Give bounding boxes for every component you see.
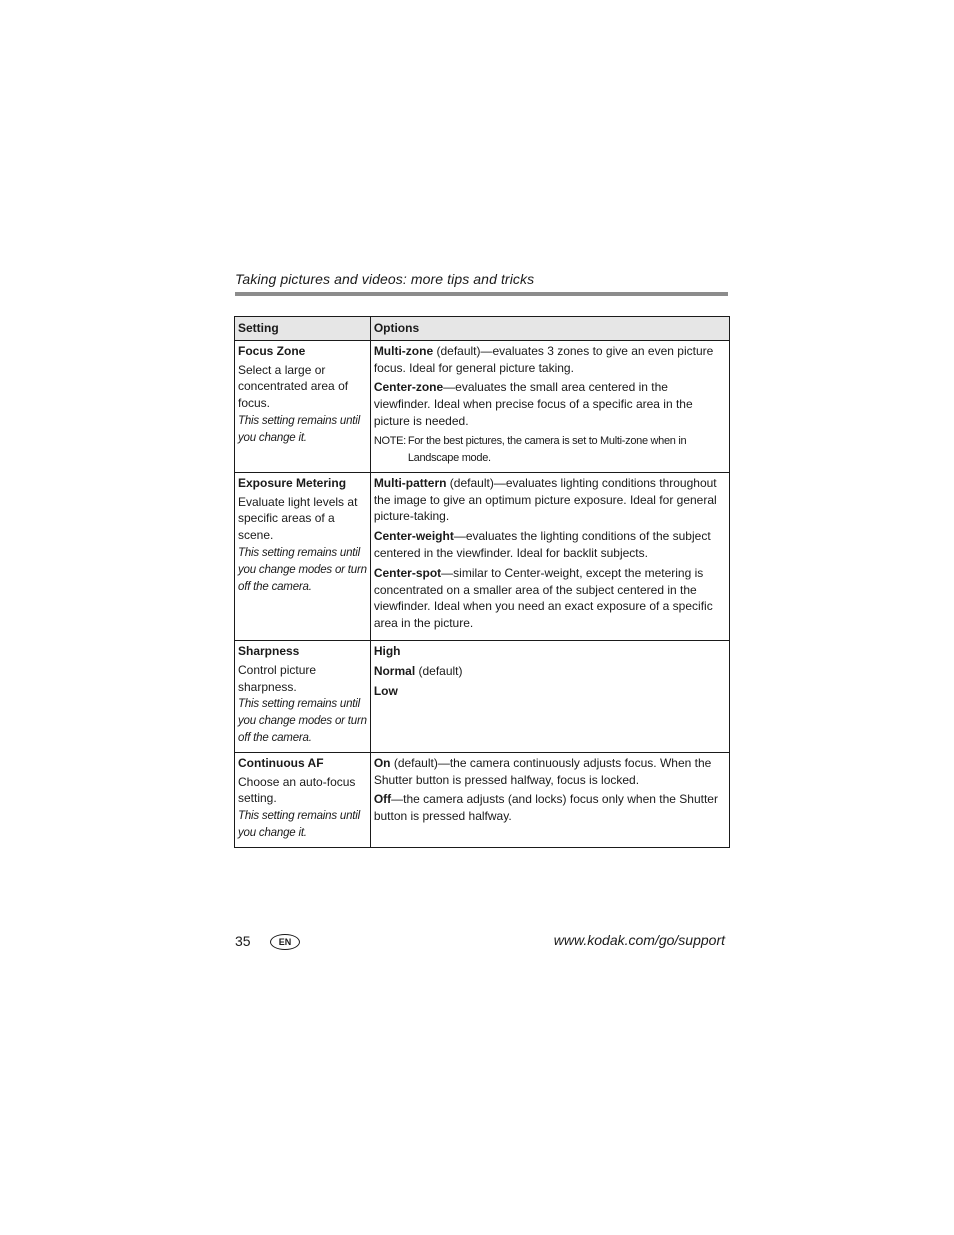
option-name: Multi-zone <box>373 343 434 358</box>
options-cell <box>370 752 729 847</box>
table-row <box>235 752 730 847</box>
option-item <box>374 565 726 632</box>
option-name: High <box>373 643 401 658</box>
header-rule <box>235 292 728 296</box>
column-header-options: Options <box>370 317 729 341</box>
setting-cell <box>235 752 371 847</box>
setting-description: Evaluate light levels at specific areas of a scene. <box>238 494 358 543</box>
option-item <box>374 755 726 789</box>
option-item <box>374 683 726 700</box>
setting-description: Choose an auto-focus setting. <box>238 774 356 806</box>
option-item <box>374 379 726 429</box>
setting-persistence-note: This setting remains until you change modes or turn off the camera. <box>238 546 367 593</box>
option-name: Center-zone <box>373 380 444 395</box>
setting-description: Control picture sharpness. <box>238 662 317 694</box>
table-row <box>235 340 730 472</box>
option-text: —the camera adjusts (and locks) focus only when the Shutter button is pressed halfway. <box>373 792 718 824</box>
option-text: (default)—the camera continuously adjusts focus. When the Shutter button is pressed halfway, focus is locked. <box>373 755 712 787</box>
setting-name: Exposure Metering <box>238 475 347 490</box>
option-name: On <box>373 755 391 770</box>
options-cell <box>370 472 729 640</box>
option-name: Center-weight <box>373 529 454 544</box>
option-name: Low <box>373 683 398 698</box>
option-item <box>374 475 726 525</box>
setting-cell <box>235 472 371 640</box>
option-item <box>374 343 726 377</box>
option-text: (default)—evaluates lighting conditions throughout the image to give an optimum picture exposure. Ideal for general picture-taking. <box>373 475 717 524</box>
option-text: —similar to Center-weight, except the metering is concentrated on a smaller area of the subject centered in the viewfinder. Ideal when you need an exact exposure of a specific area in the picture. <box>373 565 713 631</box>
note-text: For the best pictures, the camera is set to Multi-zone when in Landscape mode. <box>407 434 687 464</box>
setting-description: Select a large or concentrated area of focus. <box>238 362 349 411</box>
column-header-setting: Setting <box>235 317 371 341</box>
option-item <box>374 528 726 562</box>
support-url: www.kodak.com/go/support <box>553 932 725 948</box>
option-text: —evaluates the lighting conditions of the subject centered in the viewfinder. Ideal for backlit subjects. <box>373 529 711 560</box>
note-block <box>374 433 726 467</box>
option-text: (default) <box>415 663 463 678</box>
setting-cell <box>235 340 371 472</box>
option-name: Off <box>373 792 392 807</box>
setting-name: Sharpness <box>238 643 300 658</box>
page-number: 35 <box>235 933 251 949</box>
setting-name: Focus Zone <box>238 343 306 358</box>
option-text: —evaluates the small area centered in the viewfinder. Ideal when precise focus of a specific area in the picture is needed. <box>373 380 693 428</box>
note-label: NOTE: <box>373 434 406 447</box>
option-name: Center-spot <box>373 565 442 580</box>
options-cell <box>370 640 729 752</box>
page-header-title: Taking pictures and videos: more tips and tricks <box>235 271 535 287</box>
option-name: Normal <box>373 663 416 678</box>
table-row <box>235 640 730 752</box>
options-cell <box>370 340 729 472</box>
option-item <box>374 663 726 680</box>
setting-name: Continuous AF <box>238 755 324 770</box>
option-item <box>374 643 726 660</box>
option-name: Multi-pattern <box>373 475 447 490</box>
setting-persistence-note: This setting remains until you change modes or turn off the camera. <box>238 698 367 744</box>
settings-table <box>234 316 730 848</box>
setting-persistence-note: This setting remains until you change it. <box>238 810 360 839</box>
language-badge-icon: EN <box>270 934 300 950</box>
table-row <box>235 472 730 640</box>
setting-cell <box>235 640 371 752</box>
option-item <box>374 791 726 825</box>
setting-persistence-note: This setting remains until you change it. <box>238 414 360 444</box>
option-text: (default)—evaluates 3 zones to give an even picture focus. Ideal for general picture taking. <box>373 343 714 375</box>
table-header-row <box>235 317 730 341</box>
